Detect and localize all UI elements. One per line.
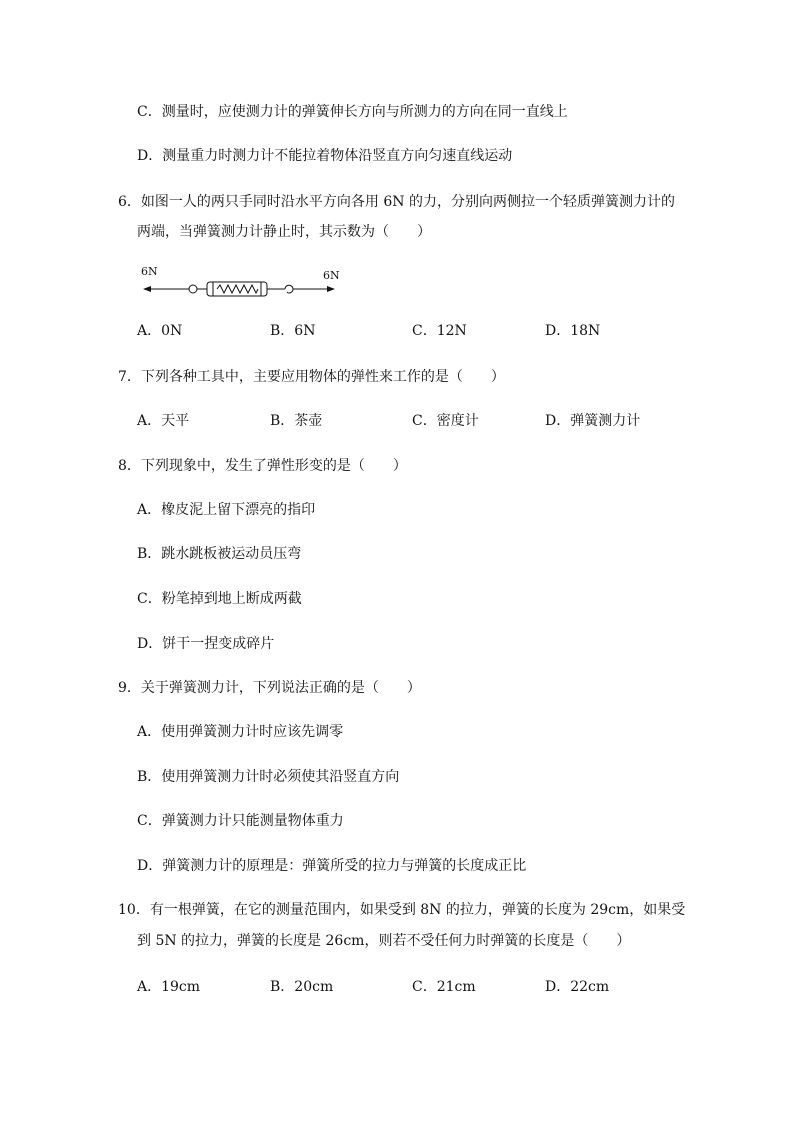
q5-option-d: D．测量重力时测力计不能拉着物体沿竖直方向匀速直线运动	[137, 148, 513, 164]
q10-stem-line1: 10．有一根弹簧，在它的测量范围内，如果受到 8N 的拉力，弹簧的长度为 29cm，如果受	[118, 902, 686, 918]
spring-scale-hook	[285, 285, 293, 293]
q9-option-b: B．使用弹簧测力计时必须使其沿竖直方向	[137, 769, 400, 785]
q6-options	[137, 321, 697, 341]
q7-stem: 7．下列各种工具中，主要应用物体的弹性来工作的是（ ）	[118, 369, 505, 385]
q7-option-a: A．天平	[137, 413, 190, 429]
q5-option-c: C．测量时，应使测力计的弹簧伸长方向与所测力的方向在同一直线上	[137, 104, 568, 120]
q7-option-d: D．弹簧测力计	[545, 413, 641, 429]
q6-stem-line2: 两端，当弹簧测力计静止时，其示数为（ ）	[137, 224, 431, 240]
q10-option-b: B．20cm	[270, 979, 334, 995]
q9-option-a: A．使用弹簧测力计时应该先调零	[137, 724, 344, 740]
q6-option-c: C．12N	[412, 323, 467, 339]
q10-option-d: D．22cm	[545, 979, 610, 995]
q10-stem-line2: 到 5N 的拉力，弹簧的长度是 26cm，则若不受任何力时弹簧的长度是（ ）	[137, 933, 631, 949]
q6-option-b: B．6N	[270, 323, 316, 339]
q6-spring-scale-figure	[137, 262, 347, 306]
q7-option-c: C．密度计	[412, 413, 479, 429]
q7-options	[137, 411, 697, 431]
q6-left-force-label: 6N	[141, 265, 158, 278]
right-arrow-head	[327, 286, 335, 292]
q9-stem: 9．关于弹簧测力计，下列说法正确的是（ ）	[118, 680, 421, 696]
q10-option-a: A．19cm	[137, 979, 201, 995]
q10-option-c: C．21cm	[412, 979, 476, 995]
spring-scale-ring	[189, 285, 197, 293]
q9-option-d: D．弹簧测力计的原理是：弹簧所受的拉力与弹簧的长度成正比	[137, 858, 527, 874]
q8-option-a: A．橡皮泥上留下漂亮的指印	[137, 502, 316, 518]
q6-option-d: D．18N	[545, 323, 601, 339]
q6-option-a: A．0N	[137, 323, 183, 339]
q8-stem: 8．下列现象中，发生了弹性形变的是（ ）	[118, 458, 407, 474]
q8-option-b: B．跳水跳板被运动员压弯	[137, 546, 302, 562]
q7-option-b: B．茶壶	[270, 413, 323, 429]
q6-right-force-label: 6N	[323, 269, 340, 282]
q6-stem-line1: 6．如图一人的两只手同时沿水平方向各用 6N 的力，分别向两侧拉一个轻质弹簧测力计的	[118, 194, 675, 210]
q10-options	[137, 977, 697, 997]
q8-option-d: D．饼干一捏变成碎片	[137, 636, 275, 652]
q8-option-c: C．粉笔掉到地上断成两截	[137, 591, 302, 607]
q9-option-c: C．弹簧测力计只能测量物体重力	[137, 813, 344, 829]
spring-scale-drawing	[137, 262, 347, 306]
left-arrow-head	[143, 286, 151, 292]
